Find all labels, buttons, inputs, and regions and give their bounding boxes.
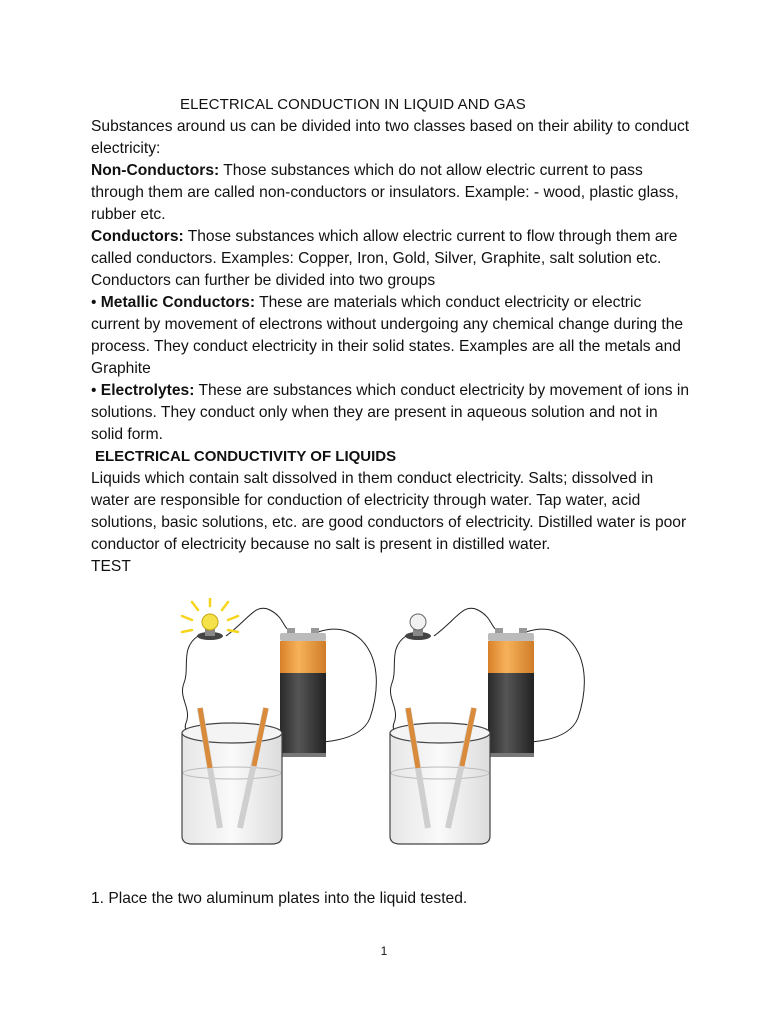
battery-icon (488, 628, 534, 757)
test-label: TEST (91, 558, 131, 575)
conductors-term: Conductors: (91, 228, 184, 245)
intro-paragraph: Substances around us can be divided into two classes based on their ability to conduct electricity: (91, 118, 690, 157)
bullet: • (91, 382, 101, 399)
electrolytes-paragraph (91, 380, 691, 446)
wire (434, 608, 500, 636)
section2-heading: ELECTRICAL CONDUCTIVITY OF LIQUIDS (95, 448, 397, 465)
conductivity-test-illustration (170, 598, 590, 848)
document-body (91, 116, 691, 578)
lightbulb-off-icon (405, 614, 431, 640)
non-conductors-paragraph (91, 160, 691, 226)
electrolytes-text: These are substances which conduct electricity by movement of ions in solutions. They conduct only when they are present in aqueous solution and not in solid form. (91, 382, 690, 443)
battery-icon (280, 628, 326, 757)
metallic-paragraph (91, 292, 691, 380)
page-number: 1 (380, 944, 388, 958)
groups-line: Conductors can further be divided into two groups (91, 272, 436, 289)
lit-setup (182, 598, 376, 844)
metallic-term: Metallic Conductors: (100, 294, 256, 311)
section2-paragraph: Liquids which contain salt dissolved in them conduct electricity. Salts; dissolved in water are responsible for conduction of electricity through water. Tap water, acid solutions, basic solutions, etc. are good conductors of electricity. Distilled water is poor conductor of electricity because no salt is present in distilled water. (91, 470, 687, 553)
non-conductors-term: Non-Conductors: (91, 162, 220, 179)
document-title: ELECTRICAL CONDUCTION IN LIQUID AND GAS (180, 96, 526, 113)
beaker-icon (182, 723, 282, 844)
electrolytes-term: Electrolytes: (100, 382, 195, 399)
conductors-text: Those substances which allow electric current to flow through them are called conductors. Examples: Copper, Iron, Gold, Silver, Graphite, salt solution etc. (91, 228, 678, 267)
step-1: 1. Place the two aluminum plates into the liquid tested. (91, 890, 468, 907)
non-conductors-text: Those substances which do not allow electric current to pass through them are called non-conductors or insulators. Example: - wood, plastic glass, rubber etc. (91, 162, 679, 223)
metallic-text: These are materials which conduct electricity or electric current by movement of electrons without undergoing any chemical change during the process. They conduct electricity in their solid states. Examples are all the metals and Graphite (91, 294, 684, 377)
unlit-setup (390, 608, 584, 844)
bullet: • (91, 294, 101, 311)
conductors-paragraph (91, 226, 691, 270)
beaker-icon (390, 723, 490, 844)
lightbulb-lit-icon (197, 614, 223, 640)
